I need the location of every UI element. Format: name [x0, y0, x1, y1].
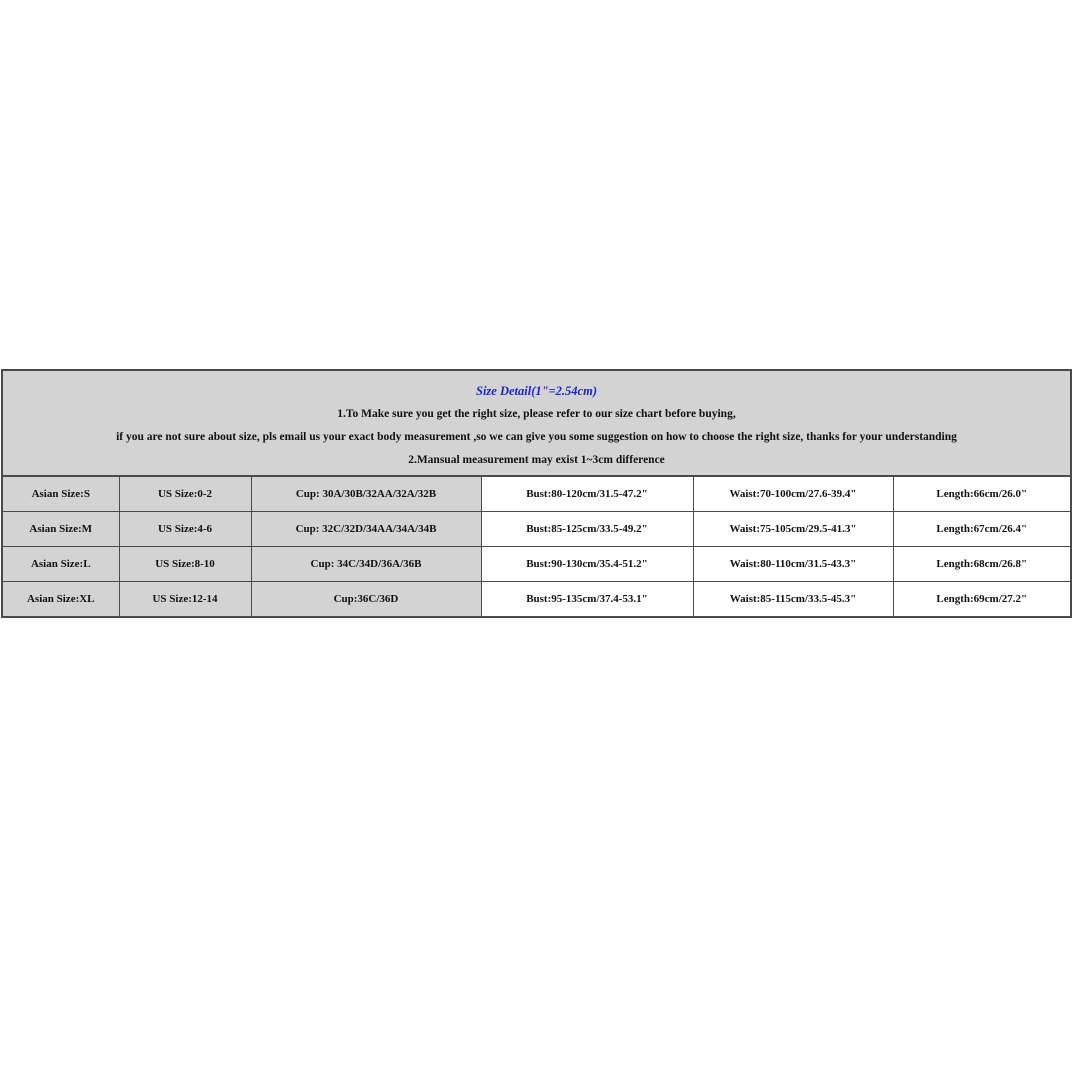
instruction-line-3: 2.Mansual measurement may exist 1~3cm difference — [408, 454, 665, 466]
cup-size-cell: Cup:36C/36D — [251, 582, 481, 617]
waist-cell: Waist:80-110cm/31.5-43.3" — [693, 547, 893, 582]
length-cell: Length:67cm/26.4" — [893, 512, 1070, 547]
cup-size-cell: Cup: 34C/34D/36A/36B — [251, 547, 481, 582]
cup-size-cell: Cup: 32C/32D/34AA/34A/34B — [251, 512, 481, 547]
us-size-cell: US Size:4-6 — [119, 512, 251, 547]
table-row — [3, 582, 1070, 617]
waist-cell: Waist:85-115cm/33.5-45.3" — [693, 582, 893, 617]
size-chart-title: Size Detail(1"=2.54cm) — [476, 384, 597, 398]
length-cell: Length:69cm/27.2" — [893, 582, 1070, 617]
waist-cell: Waist:75-105cm/29.5-41.3" — [693, 512, 893, 547]
length-cell: Length:66cm/26.0" — [893, 477, 1070, 512]
length-cell: Length:68cm/26.8" — [893, 547, 1070, 582]
asian-size-cell: Asian Size:L — [3, 547, 119, 582]
size-table — [3, 477, 1070, 616]
bust-cell: Bust:85-125cm/33.5-49.2" — [481, 512, 693, 547]
bust-cell: Bust:95-135cm/37.4-53.1" — [481, 582, 693, 617]
instruction-line-2: if you are not sure about size, pls email us your exact body measurement ,so we can give you some suggestion on how to choose the right size, thanks for your understanding — [116, 431, 957, 443]
bust-cell: Bust:90-130cm/35.4-51.2" — [481, 547, 693, 582]
asian-size-cell: Asian Size:XL — [3, 582, 119, 617]
table-row — [3, 477, 1070, 512]
bust-cell: Bust:80-120cm/31.5-47.2" — [481, 477, 693, 512]
asian-size-cell: Asian Size:S — [3, 477, 119, 512]
cup-size-cell: Cup: 30A/30B/32AA/32A/32B — [251, 477, 481, 512]
us-size-cell: US Size:12-14 — [119, 582, 251, 617]
size-chart-header — [3, 371, 1070, 477]
size-chart — [1, 369, 1072, 618]
us-size-cell: US Size:0-2 — [119, 477, 251, 512]
table-row — [3, 547, 1070, 582]
us-size-cell: US Size:8-10 — [119, 547, 251, 582]
asian-size-cell: Asian Size:M — [3, 512, 119, 547]
instruction-line-1: 1.To Make sure you get the right size, please refer to our size chart before buying, — [337, 408, 736, 420]
table-row — [3, 512, 1070, 547]
waist-cell: Waist:70-100cm/27.6-39.4" — [693, 477, 893, 512]
